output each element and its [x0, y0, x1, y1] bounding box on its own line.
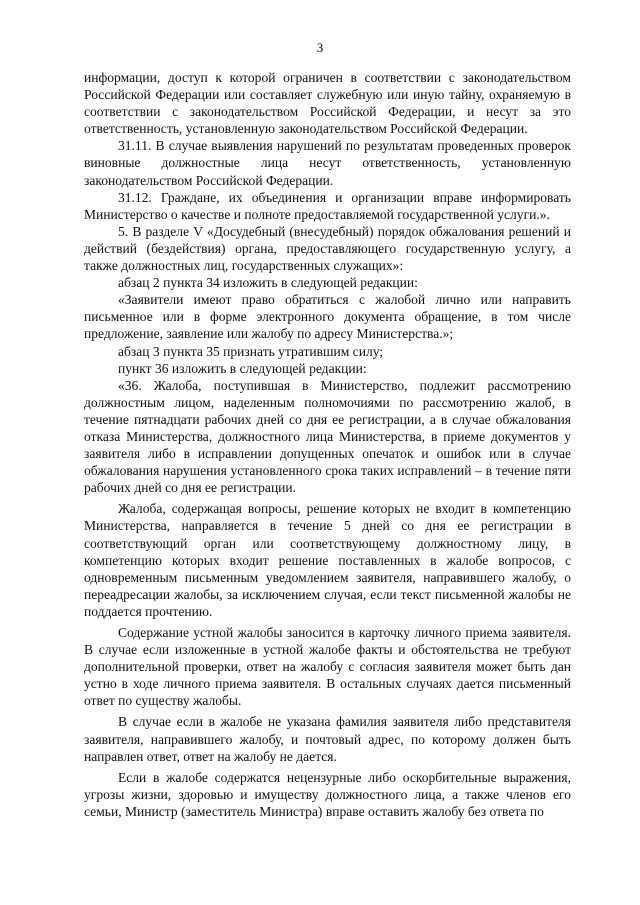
paragraph-item-34-text: «Заявители имеют право обратиться с жалобой лично или направить письменное или в форме электронного документа обращение, в том числе предложение, заявление или жалобу по адресу Министерства.»;: [84, 292, 571, 342]
paragraph-item-35-instruction: абзац 3 пункта 35 признать утратившим силу;: [118, 343, 384, 359]
paragraph-section-5: 5. В разделе V «Досудебный (внесудебный) порядок обжалования решений и действий (бездействия) органа, предоставляющего государственную услугу, а также должностных лиц, государственных служащих»:: [84, 223, 571, 274]
document-body: [84, 69, 571, 820]
paragraph-complaint-redirect: Жалоба, содержащая вопросы, решение которых не входит в компетенцию Министерства, направляется в течение 5 дней со дня ее регистрации в соответствующий орган или соответствующему должностному лицу, в компетенцию которых входит решение поставленных в жалобе вопросов, с одновременным письменным уведомлением заявителя, направившего жалобу, о переадресации жалобы, за исключением случая, если текст письменной жалобы не поддается прочтению.: [84, 501, 571, 619]
page-number: 3: [316, 40, 324, 55]
paragraph-offensive-language: Если в жалобе содержатся нецензурные либо оскорбительные выражения, угрозы жизни, здоровью и имуществу должностного лица, а также членов его семьи, Министр (заместитель Министра) вправе оставить жалобу без ответа по: [84, 769, 571, 819]
paragraph-31-11: 31.11. В случае выявления нарушений по результатам проведенных проверок виновные должностные лица несут ответственность, установленную законодательством Российской Федерации.: [84, 138, 571, 188]
paragraph-oral-complaint: Содержание устной жалобы заносится в карточку личного приема заявителя. В случае если изложенные в устной жалобе факты и обстоятельства не требуют дополнительной проверки, ответ на жалобу с согласия заявителя может быть дан устно в ходе личного приема заявителя. В остальных случаях дается письменный ответ по существу жалобы.: [84, 625, 571, 709]
paragraph-item-36-text: «36. Жалоба, поступившая в Министерство, подлежит рассмотрению должностным лицом, наделенным полномочиями по рассмотрению жалоб, в течение пятнадцати рабочих дней со дня ее регистрации, а в случае обжалования отказа Министерства, должностного лица Министерства, в приеме документов у заявителя либо в исправлении допущенных опечаток и ошибок или в случае обжалования нарушения установленного срока таких исправлений – в течение пяти рабочих дней со дня ее регистрации.: [84, 377, 571, 496]
paragraph-item-34-instruction: абзац 2 пункта 34 изложить в следующей редакции:: [118, 275, 418, 291]
paragraph-item-36-instruction: пункт 36 изложить в следующей редакции:: [118, 360, 367, 376]
paragraph-no-surname: В случае если в жалобе не указана фамилия заявителя либо представителя заявителя, направившего жалобу, и почтовый адрес, по которому должен быть направлен ответ, ответ на жалобу не дается.: [84, 714, 571, 764]
paragraph-continuation: информации, доступ к которой ограничен в соответствии с законодательством Российской Федерации или составляет служебную или иную тайну, охраняемую в соответствии с законодательством Российской Федерации, и несут за это ответственность, установленную законодательством Российской Федерации.: [84, 70, 571, 137]
paragraph-31-12: 31.12. Граждане, их объединения и организации вправе информировать Министерство о качестве и полноте предоставляемой государственной услуги.».: [84, 189, 571, 222]
